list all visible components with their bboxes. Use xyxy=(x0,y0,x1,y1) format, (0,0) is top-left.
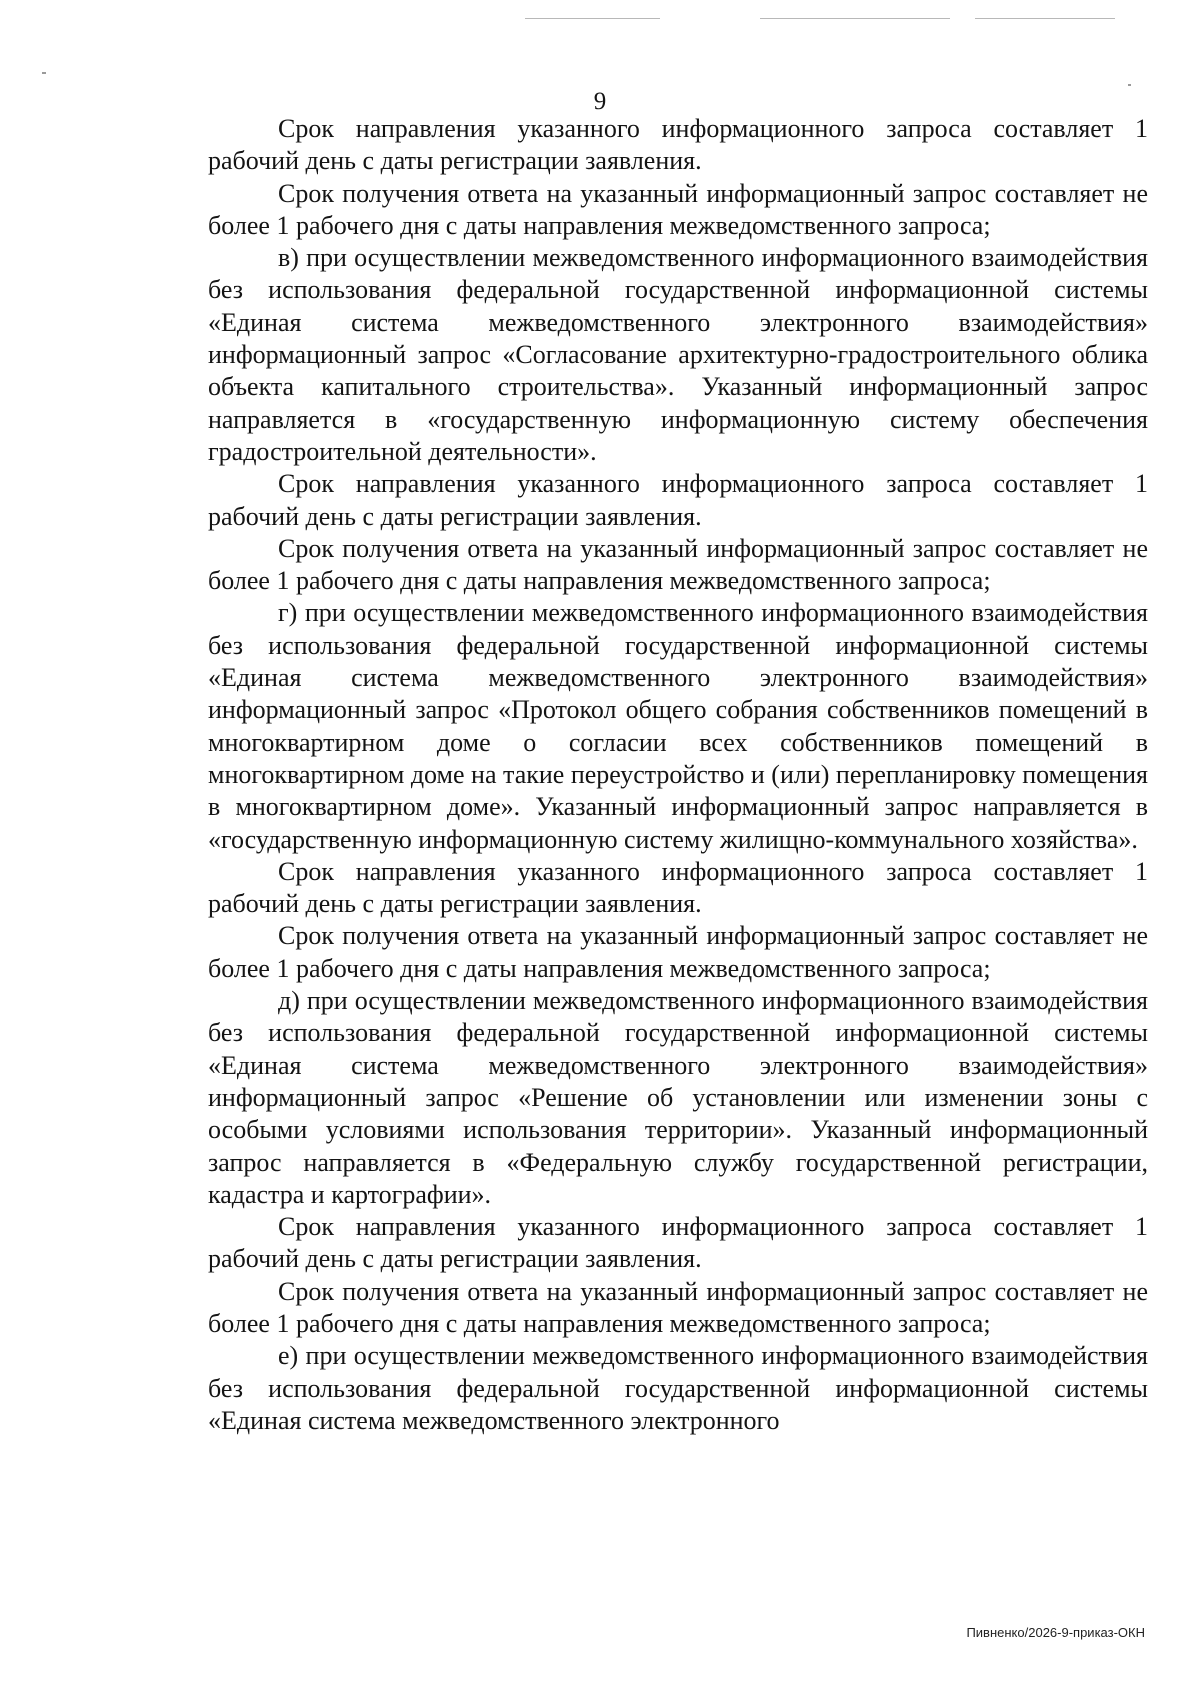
scan-speck xyxy=(1128,84,1131,86)
list-item-d: д) при осуществлении межведомственного информационного взаимодействия без использования федеральной государственной информационной системы «Единая система межведомственного электронного взаимодействия» информационный запрос «Решение об установлении или изменении зоны с особыми условиями использования территории». Указанный информационный запрос направляется в «Федеральную службу государственной регистрации, кадастра и картографии». xyxy=(208,986,1148,1209)
scan-speck xyxy=(42,72,46,74)
page-number: 9 xyxy=(593,88,607,115)
list-item-v: в) при осуществлении межведомственного информационного взаимодействия без использования федеральной государственной информационной системы «Единая система межведомственного электронного взаимодействия» информационный запрос «Согласование архитектурно-градостроительного облика объекта капитального строительства». Указанный информационный запрос направляется в «государственную информационную систему обеспечения градостроительной деятельности». xyxy=(208,243,1148,466)
paragraph: Срок получения ответа на указанный информационный запрос составляет не более 1 рабочего дня с даты направления межведомственного запроса; xyxy=(208,533,1148,596)
scan-artifact-rule xyxy=(525,18,660,19)
paragraph: Срок получения ответа на указанный информационный запрос составляет не более 1 рабочего дня с даты направления межведомственного запроса; xyxy=(208,178,1148,240)
paragraph: Срок направления указанного информационного запроса составляет 1 рабочий день с даты регистрации заявления. xyxy=(208,469,1148,531)
paragraph: Срок направления указанного информационного запроса составляет 1 рабочий день с даты регистрации заявления. xyxy=(208,114,1148,176)
paragraph: Срок получения ответа на указанный информационный запрос составляет не более 1 рабочего дня с даты направления межведомственного запроса; xyxy=(208,921,1148,983)
document-body xyxy=(208,113,1148,1437)
paragraph: Срок направления указанного информационного запроса составляет 1 рабочий день с даты регистрации заявления. xyxy=(208,1212,1148,1274)
scan-artifact-rule xyxy=(760,18,950,19)
list-item-g: г) при осуществлении межведомственного информационного взаимодействия без использования федеральной государственной информационной системы «Единая система межведомственного электронного взаимодействия» информационный запрос «Протокол общего собрания собственников помещений в многоквартирном доме о согласии всех собственников помещений в многоквартирном доме на такие переустройство и (или) перепланировку помещения в многоквартирном доме». Указанный информационный запрос направляется в «государственную информационную систему жилищно-коммунального хозяйства». xyxy=(208,598,1148,854)
list-item-e: е) при осуществлении межведомственного информационного взаимодействия без использования федеральной государственной информационной системы «Единая система межведомственного электронного xyxy=(208,1341,1148,1435)
paragraph: Срок направления указанного информационного запроса составляет 1 рабочий день с даты регистрации заявления. xyxy=(208,856,1148,919)
scan-artifact-rule xyxy=(975,18,1115,19)
paragraph: Срок получения ответа на указанный информационный запрос составляет не более 1 рабочего дня с даты направления межведомственного запроса; xyxy=(208,1276,1148,1338)
document-footer-code: Пивненко/2026-9-приказ-ОКН xyxy=(966,1625,1145,1640)
